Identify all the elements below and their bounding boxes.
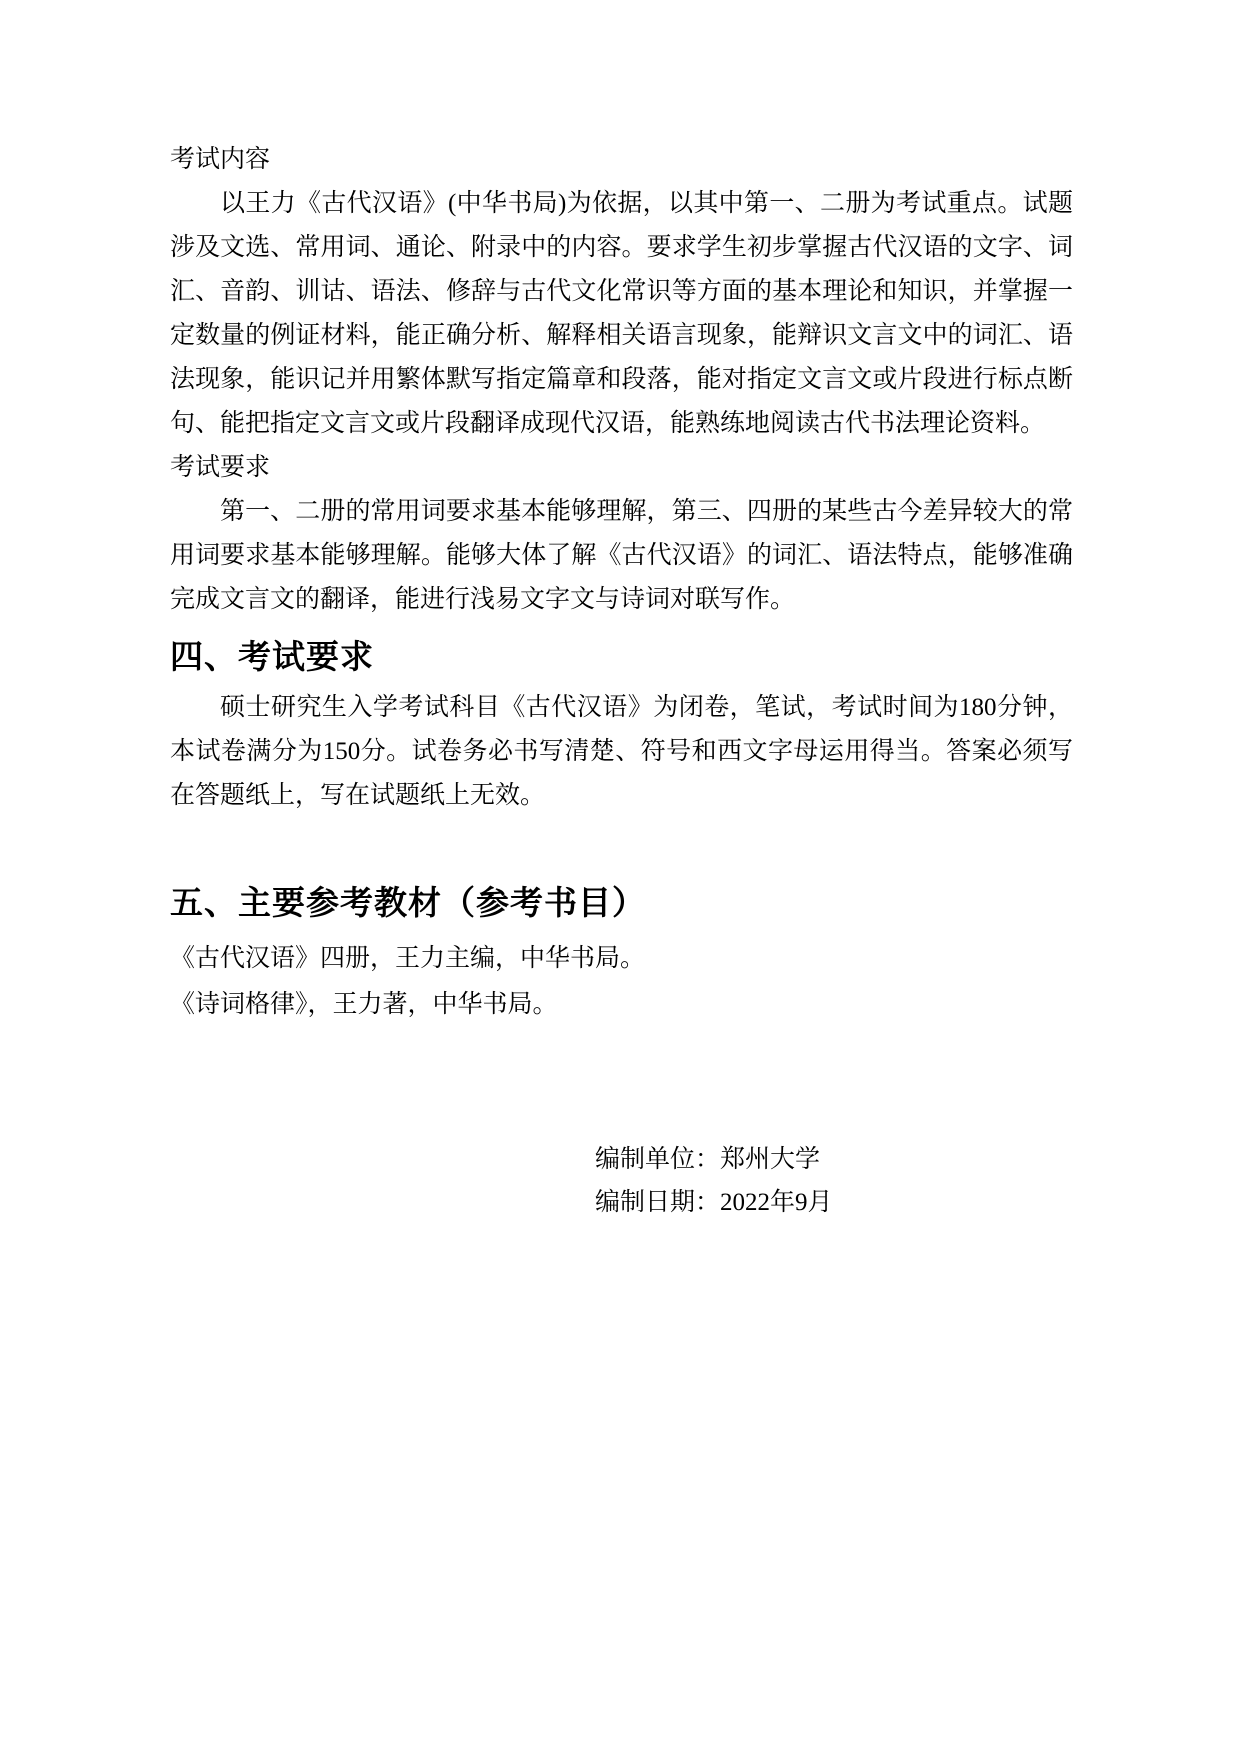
exam-content-paragraph: 以王力《古代汉语》(中华书局)为依据，以其中第一、二册为考试重点。试题涉及文选、常用词、通论、附录中的内容。要求学生初步掌握古代汉语的文字、词汇、音韵、训诂、语法、修辞与古代文化常识等方面的基本理论和知识，并掌握一定数量的例证材料，能正确分析、解释相关语言现象，能辩识文言文中的词汇、语法现象，能识记并用繁体默写指定篇章和段落，能对指定文言文或片段进行标点断句、能把指定文言文或片段翻译成现代汉语，能熟练地阅读古代书法理论资料。 — [170, 190, 1073, 437]
reference-book-item: 《古代汉语》四册，王力主编，中华书局。 — [170, 945, 646, 972]
section-four-body — [170, 686, 1073, 818]
reference-book-item: 《诗词格律》，王力著，中华书局。 — [170, 991, 558, 1018]
section-four-heading: 四、考试要求 — [170, 640, 374, 676]
exam-requirements-sub-paragraph: 第一、二册的常用词要求基本能够理解，第三、四册的某些古今差异较大的常用词要求基本能够理解。能够大体了解《古代汉语》的词汇、语法特点，能够准确完成文言文的翻译，能进行浅易文字文与诗词对联写作。 — [170, 498, 1073, 613]
exam-content-heading: 考试内容 — [170, 146, 271, 173]
section-five-heading: 五、主要参考教材（参考书目） — [170, 886, 646, 922]
compilation-unit-line: 编制单位：郑州大学 — [595, 1146, 821, 1173]
compilation-date-line: 编制日期：2022年9月 — [595, 1189, 833, 1216]
exam-requirements-sub-heading: 考试要求 — [170, 454, 271, 481]
reference-book-list — [170, 936, 1073, 1028]
compilation-info — [170, 1138, 1073, 1224]
section-four-paragraph: 硕士研究生入学考试科目《古代汉语》为闭卷，笔试，考试时间为180分钟，本试卷满分为150分。试卷务必书写清楚、符号和西文字母运用得当。答案必须写在答题纸上，写在试题纸上无效。 — [170, 694, 1073, 809]
exam-content-section — [170, 138, 1073, 622]
